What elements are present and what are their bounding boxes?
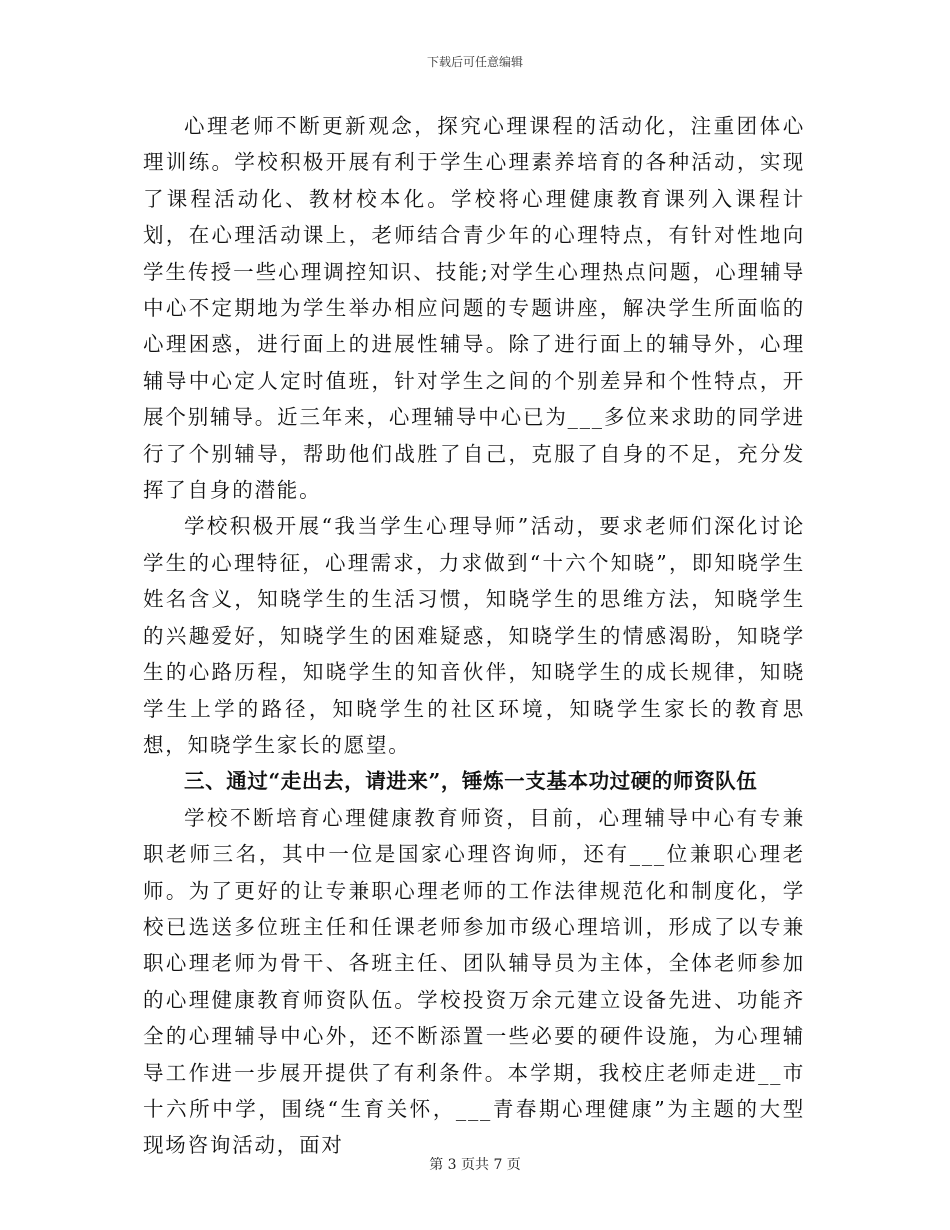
page-header: 下载后可任意编辑 xyxy=(426,55,523,69)
document-body xyxy=(143,108,805,1164)
paragraph-psych-teachers: 心理老师不断更新观念，探究心理课程的活动化，注重团体心理训练。学校积极开展有利于学生心理素养培育的各种活动，实现了课程活动化、教材校本化。学校将心理健康教育课列入课程计划，在心理活动课上，老师结合青少年的心理特点，有针对性地向学生传授一些心理调控知识、技能;对学生心理热点问题，心理辅导中心不定期地为学生举办相应问题的专题讲座，解决学生所面临的心理困惑，进行面上的进展性辅导。除了进行面上的辅导外，心理辅导中心定人定时值班，针对学生之间的个别差异和个性特点，开展个别辅导。近三年来，心理辅导中心已为___多位来求助的同学进行了个别辅导，帮助他们战胜了自己，克服了自身的不足，充分发挥了自身的潜能。 xyxy=(143,114,805,503)
page-footer: 第 3 页共 7 页 xyxy=(429,1157,521,1173)
paragraph-mentor-activity: 学校积极开展“我当学生心理导师”活动，要求老师们深化讨论学生的心理特征，心理需求，力求做到“十六个知晓”，即知晓学生姓名含义，知晓学生的生活习惯，知晓学生的思维方法，知晓学生的兴趣爱好，知晓学生的困难疑惑，知晓学生的情感渴盼，知晓学生的心路历程，知晓学生的知音伙伴，知晓学生的成长规律，知晓学生上学的路径，知晓学生的社区环境，知晓学生家长的教育思想，知晓学生家长的愿望。 xyxy=(143,514,805,757)
section-heading: 三、通过“走出去，请进来”，锤炼一支基本功过硬的师资队伍 xyxy=(184,769,758,794)
paragraph-teacher-training: 学校不断培育心理健康教育师资，目前，心理辅导中心有专兼职老师三名，其中一位是国家心理咨询师，还有___位兼职心理老师。为了更好的让专兼职心理老师的工作法律规范化和制度化，学校已选送多位班主任和任课老师参加市级心理培训，形成了以专兼职心理老师为骨干、各班主任、团队辅导员为主体，全体老师参加的心理健康教育师资队伍。学校投资万余元建立设备先进、功能齐全的心理辅导中心外，还不断添置一些必要的硬件设施，为心理辅导工作进一步展开提供了有利条件。本学期，我校庄老师走进__市十六所中学，围绕“生育关怀，___青春期心理健康”为主题的大型现场咨询活动，面对 xyxy=(143,805,805,1158)
